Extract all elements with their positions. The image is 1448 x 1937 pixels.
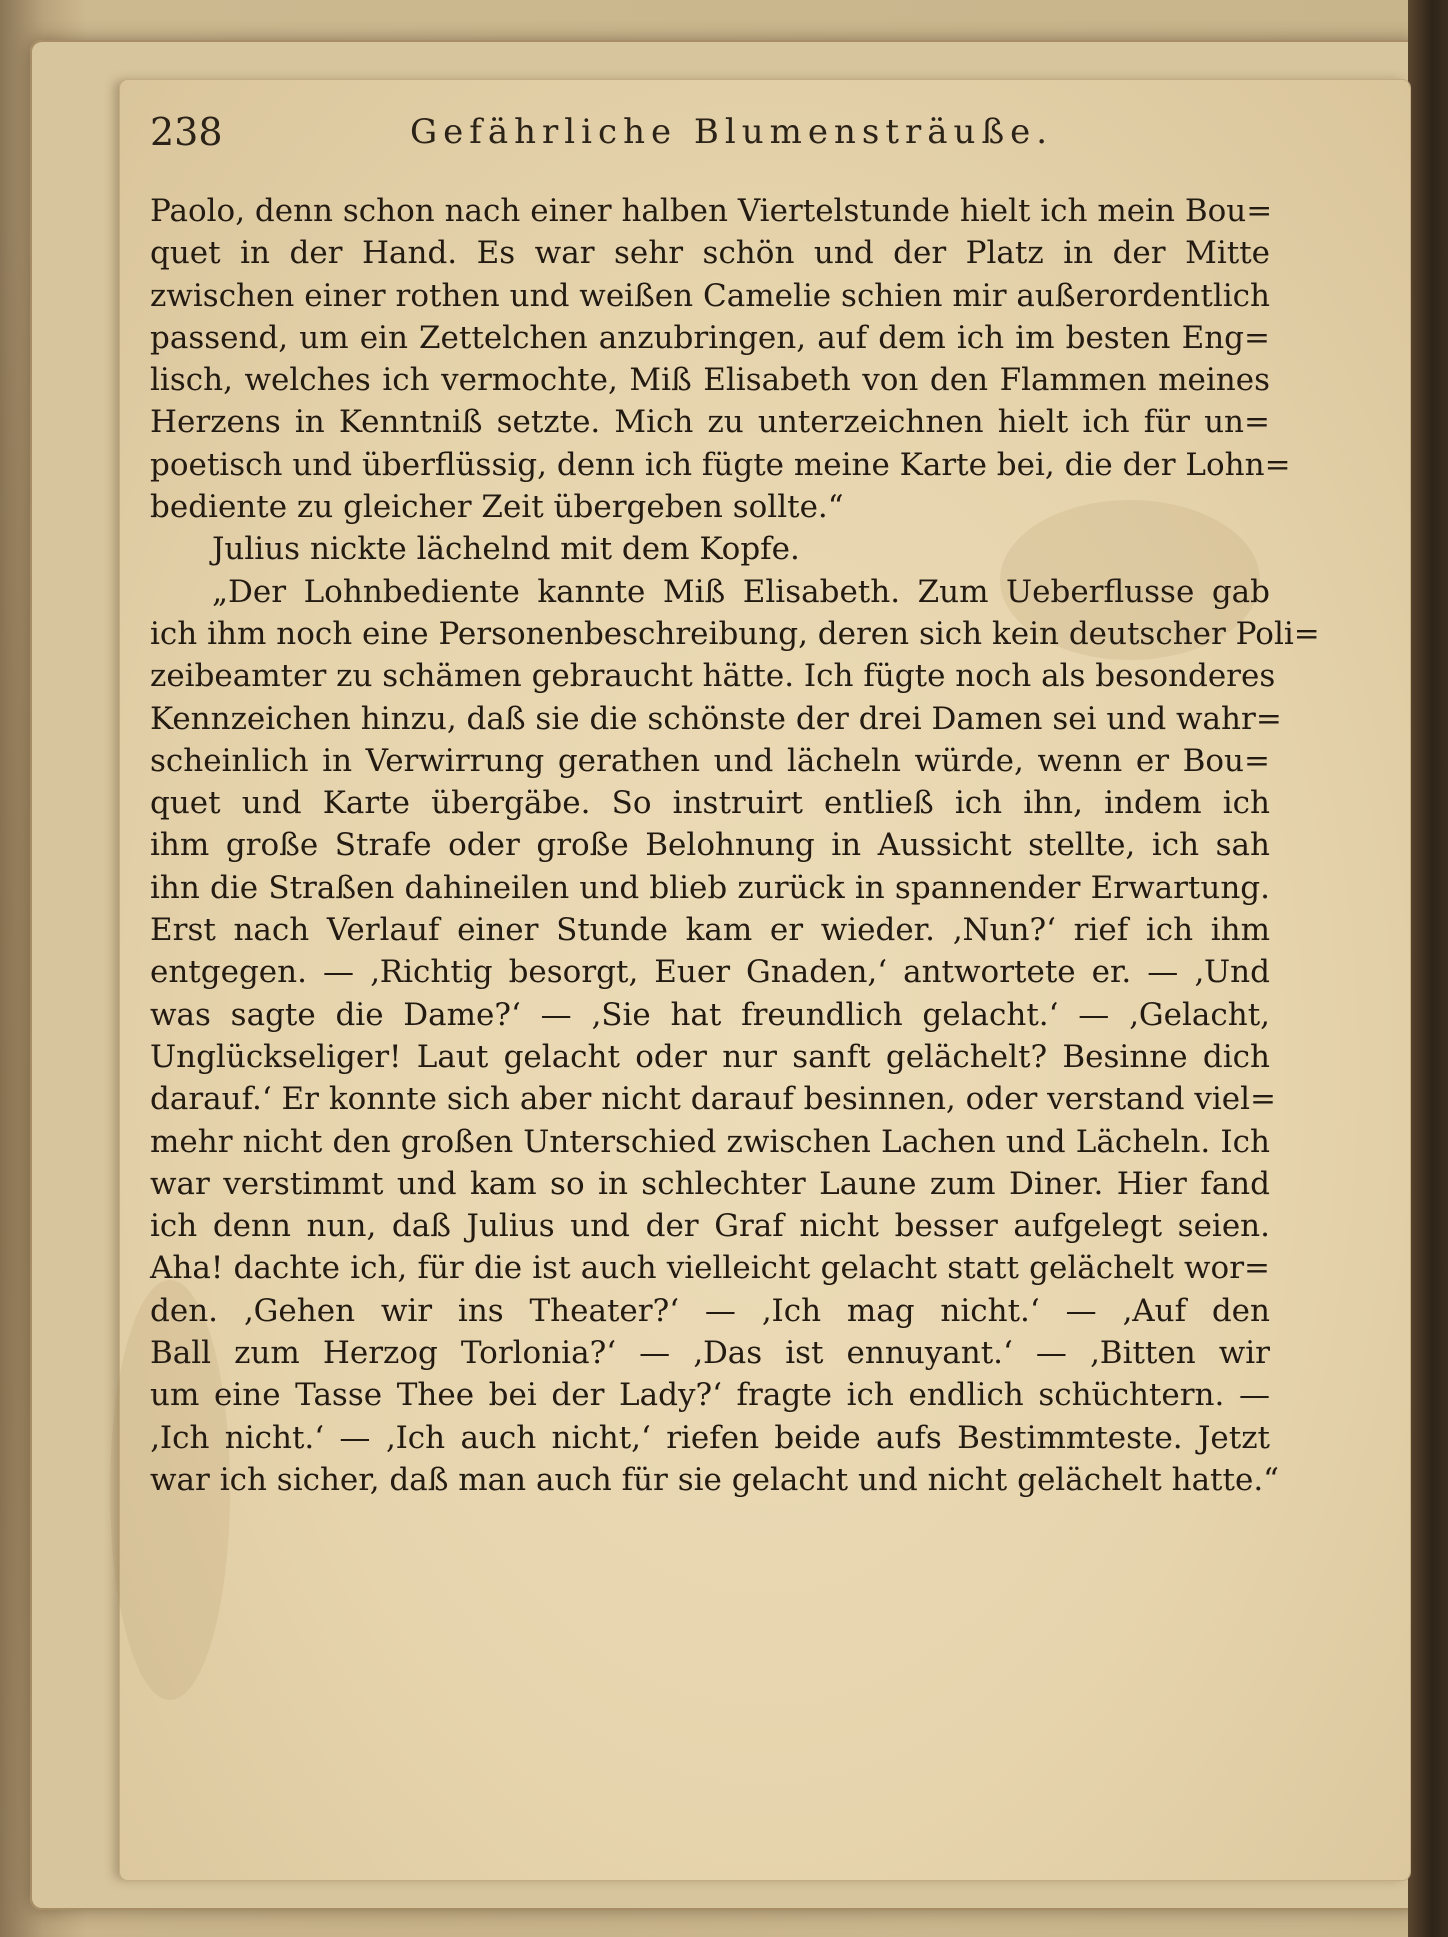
text-line: um eine Tasse Thee bei der Lady?‘ fragte ich endlich schüchtern. — <box>150 1377 1270 1414</box>
text-line: „Der Lohnbediente kannte Miß Elisabeth. Zum Ueberflusse gab <box>212 573 1270 610</box>
text-line: lisch, welches ich vermochte, Miß Elisabeth von den Flammen meines <box>150 362 1270 399</box>
page-header <box>150 110 1270 170</box>
text-line: darauf.‘ Er konnte sich aber nicht darauf besinnen, oder verstand viel= <box>150 1081 1276 1118</box>
text-line: quet und Karte übergäbe. So instruirt entließ ich ihn, indem ich <box>150 785 1270 822</box>
text-line: den. ‚Gehen wir ins Theater?‘ — ‚Ich mag nicht.‘ — ‚Auf den <box>150 1292 1270 1329</box>
text-line: scheinlich in Verwirrung gerathen und lächeln würde, wenn er Bou= <box>150 742 1270 779</box>
text-line: war ich sicher, daß man auch für sie gelacht und nicht gelächelt hatte.“ <box>150 1461 1280 1498</box>
text-line: mehr nicht den großen Unterschied zwischen Lachen und Lächeln. Ich <box>150 1123 1270 1160</box>
text-line: Paolo, denn schon nach einer halben Viertelstunde hielt ich mein Bou= <box>150 193 1273 229</box>
text-line: ihm große Strafe oder große Belohnung in Aussicht stellte, ich sah <box>150 827 1270 864</box>
text-line: bediente zu gleicher Zeit übergeben sollte.“ <box>150 489 844 526</box>
text-line: passend, um ein Zettelchen anzubringen, auf dem ich im besten Eng= <box>150 319 1270 356</box>
page-number: 238 <box>150 110 223 154</box>
text-line: Julius nickte lächelnd mit dem Kopfe. <box>212 531 800 568</box>
text-line: quet in der Hand. Es war sehr schön und der Platz in der Mitte <box>150 235 1270 272</box>
text-line: Unglückseliger! Laut gelacht oder nur sanft gelächelt? Besinne dich <box>150 1038 1270 1075</box>
text-line: Erst nach Verlauf einer Stunde kam er wieder. ‚Nun?‘ rief ich ihm <box>150 912 1270 949</box>
text-line: Herzens in Kenntniß setzte. Mich zu unterzeichnen hielt ich für un= <box>150 404 1270 441</box>
text-line: Ball zum Herzog Torlonia?‘ — ‚Das ist ennuyant.‘ — ‚Bitten wir <box>150 1335 1270 1372</box>
text-line: Aha! dachte ich, für die ist auch vielleicht gelacht statt gelächelt wor= <box>150 1250 1270 1287</box>
text-line: ich denn nun, daß Julius und der Graf nicht besser aufgelegt seien. <box>150 1208 1270 1245</box>
body-text <box>150 190 1320 1501</box>
running-title: Gefährliche Blumensträuße. <box>410 112 1054 152</box>
text-line: poetisch und überflüssig, denn ich fügte meine Karte bei, die der Lohn= <box>150 446 1291 483</box>
text-line: Kennzeichen hinzu, daß sie die schönste der drei Damen sei und wahr= <box>150 700 1282 737</box>
text-line: zwischen einer rothen und weißen Camelie schien mir außerordentlich <box>150 277 1270 314</box>
text-line: ‚Ich nicht.‘ — ‚Ich auch nicht,‘ riefen beide aufs Bestimmteste. Jetzt <box>150 1419 1270 1456</box>
text-line: zeibeamter zu schämen gebraucht hätte. Ich fügte noch als besonderes <box>150 658 1276 695</box>
book-spine <box>1408 0 1448 1937</box>
text-line: was sagte die Dame?‘ — ‚Sie hat freundlich gelacht.‘ — ‚Gelacht, <box>150 996 1270 1033</box>
text-line: entgegen. — ‚Richtig besorgt, Euer Gnaden,‘ antwortete er. — ‚Und <box>150 954 1270 991</box>
text-line: war verstimmt und kam so in schlechter Laune zum Diner. Hier fand <box>150 1165 1270 1202</box>
text-line: ihn die Straßen dahineilen und blieb zurück in spannender Erwartung. <box>150 869 1270 906</box>
text-line: ich ihm noch eine Personenbeschreibung, deren sich kein deutscher Poli= <box>150 615 1320 652</box>
